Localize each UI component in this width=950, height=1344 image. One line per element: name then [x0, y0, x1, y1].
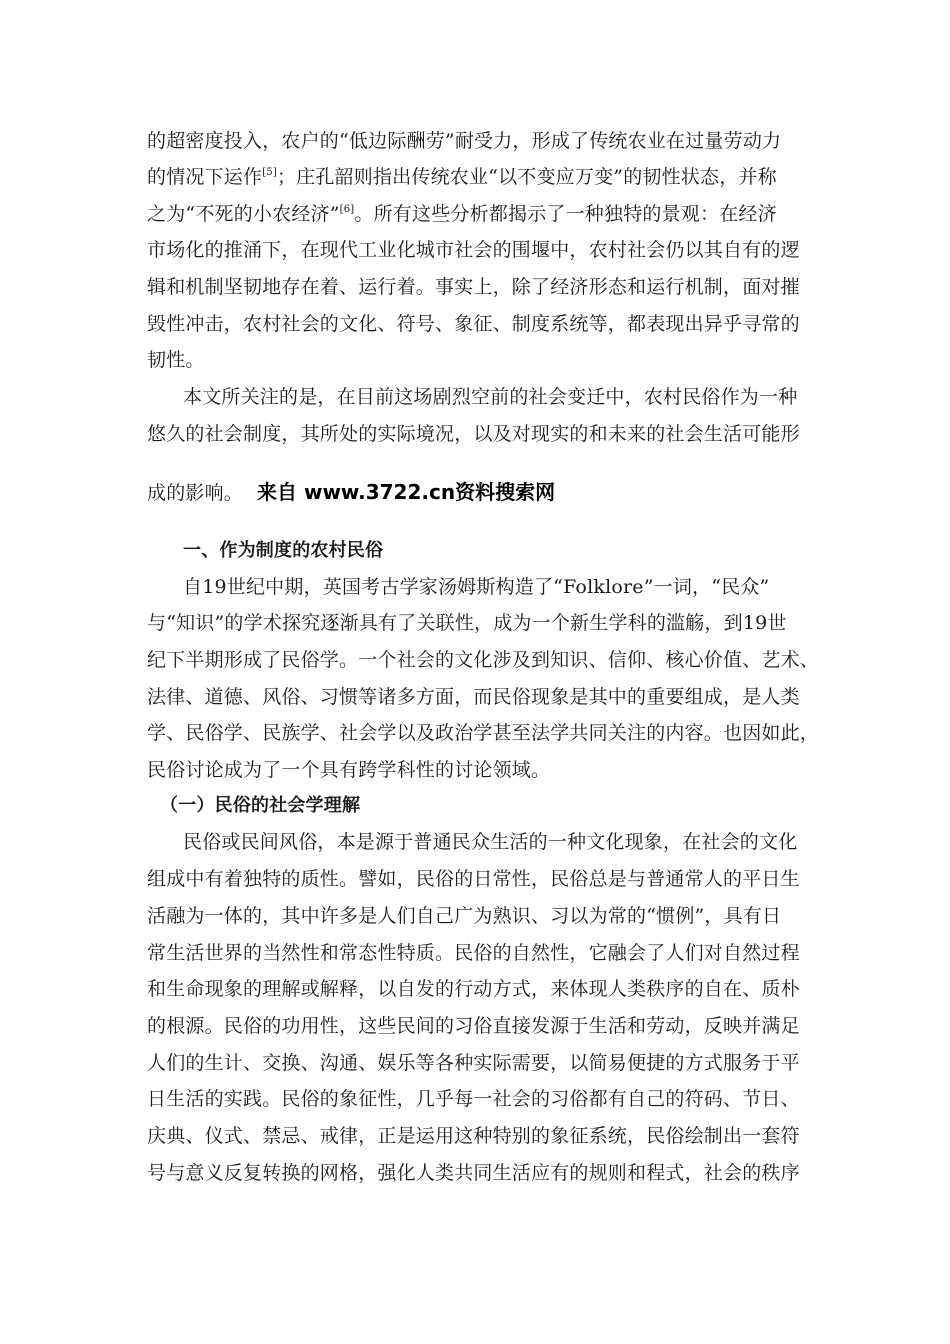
- paragraph-1-line-7: 韧性。: [147, 349, 205, 371]
- paragraph-3-line-2: 与“知识”的学术探究逐渐具有了关联性，成为一个新生学科的滥觞，到19世: [147, 612, 787, 634]
- paragraph-3-line-3: 纪下半期形成了民俗学。一个社会的文化涉及到知识、信仰、核心价值、艺术、: [147, 649, 820, 671]
- paragraph-1-line-2-text: 的情况下运作: [147, 166, 263, 188]
- paragraph-4-line-2: 组成中有着独特的质性。譬如，民俗的日常性，民俗总是与普通常人的平日生: [147, 868, 800, 890]
- paragraph-4-line-8: 日生活的实践。民俗的象征性，几乎每一社会的习俗都有自己的符码、节日、: [147, 1088, 800, 1110]
- paragraph-3-line-5: 学、民俗学、民族学、社会学以及政治学甚至法学共同关注的内容。也因如此，: [147, 722, 820, 744]
- paragraph-2-line-3: [147, 479, 555, 506]
- paragraph-1-line-3: [147, 201, 777, 227]
- citation-6: [6]: [339, 204, 355, 215]
- watermark-text: 来自 www.3722.cn资料搜索网: [257, 480, 556, 504]
- paragraph-1-line-3-text: 之为“不死的小农经济”: [147, 203, 340, 225]
- paragraph-2-line-2: 悠久的社会制度，其所处的实际境况，以及对现实的和未来的社会生活可能形: [147, 423, 800, 445]
- paragraph-1-line-3-text-b: 。所有这些分析都揭示了一种独特的景观：在经济: [354, 203, 777, 225]
- section-heading-2: （一）民俗的社会学理解: [160, 795, 361, 816]
- paragraph-3-line-4: 法律、道德、风俗、习惯等诸多方面，而民俗现象是其中的重要组成，是人类: [147, 686, 800, 708]
- paragraph-4-line-9: 庆典、仪式、禁忌、戒律，正是运用这种特别的象征系统，民俗绘制出一套符: [147, 1125, 800, 1147]
- paragraph-2-line-3-text: 成的影响。: [147, 482, 244, 504]
- paragraph-1-line-1: 的超密度投入，农户的“低边际酬劳”耐受力，形成了传统农业在过量劳动力: [147, 130, 782, 152]
- paragraph-1-line-2: [147, 164, 777, 190]
- paragraph-2-line-1: 本文所关注的是，在目前这场剧烈空前的社会变迁中，农村民俗作为一种: [183, 386, 798, 408]
- paragraph-4-line-7: 人们的生计、交换、沟通、娱乐等各种实际需要，以简易便捷的方式服务于平: [147, 1052, 800, 1074]
- paragraph-1-line-2-text-b: ；庄孔韶则指出传统农业“以不变应万变”的韧性状态，并称: [276, 166, 777, 188]
- citation-5: [5]: [262, 167, 277, 178]
- paragraph-3-line-6: 民俗讨论成为了一个具有跨学科性的讨论领域。: [147, 759, 551, 781]
- paragraph-4-line-5: 和生命现象的理解或解释，以自发的行动方式，来体现人类秩序的自在、质朴: [147, 978, 800, 1000]
- paragraph-1-line-4: 市场化的推涌下，在现代工业化城市社会的围堰中，农村社会仍以其自有的逻: [147, 239, 800, 261]
- paragraph-4-line-3: 活融为一体的，其中许多是人们自己广为熟识、习以为常的“惯例”，具有日: [147, 905, 782, 927]
- paragraph-1-line-5: 辑和机制坚韧地存在着、运行着。事实上，除了经济形态和运行机制，面对摧: [147, 276, 800, 298]
- paragraph-1-line-6: 毁性冲击，农村社会的文化、符号、象征、制度系统等，都表现出异乎寻常的: [147, 313, 800, 335]
- paragraph-4-line-6: 的根源。民俗的功用性，这些民间的习俗直接发源于生活和劳动，反映并满足: [147, 1015, 800, 1037]
- paragraph-4-line-4: 常生活世界的当然性和常态性特质。民俗的自然性，它融会了人们对自然过程: [147, 942, 800, 964]
- section-heading-1: 一、作为制度的农村民俗: [183, 540, 384, 561]
- paragraph-3-line-1: 自19世纪中期，英国考古学家汤姆斯构造了“Folklore”一词，“民众”: [183, 576, 770, 598]
- paragraph-4-line-10: 号与意义反复转换的网格，强化人类共同生活应有的规则和程式，社会的秩序: [147, 1162, 800, 1184]
- paragraph-4-line-1: 民俗或民间风俗，本是源于普通民众生活的一种文化现象，在社会的文化: [183, 831, 798, 853]
